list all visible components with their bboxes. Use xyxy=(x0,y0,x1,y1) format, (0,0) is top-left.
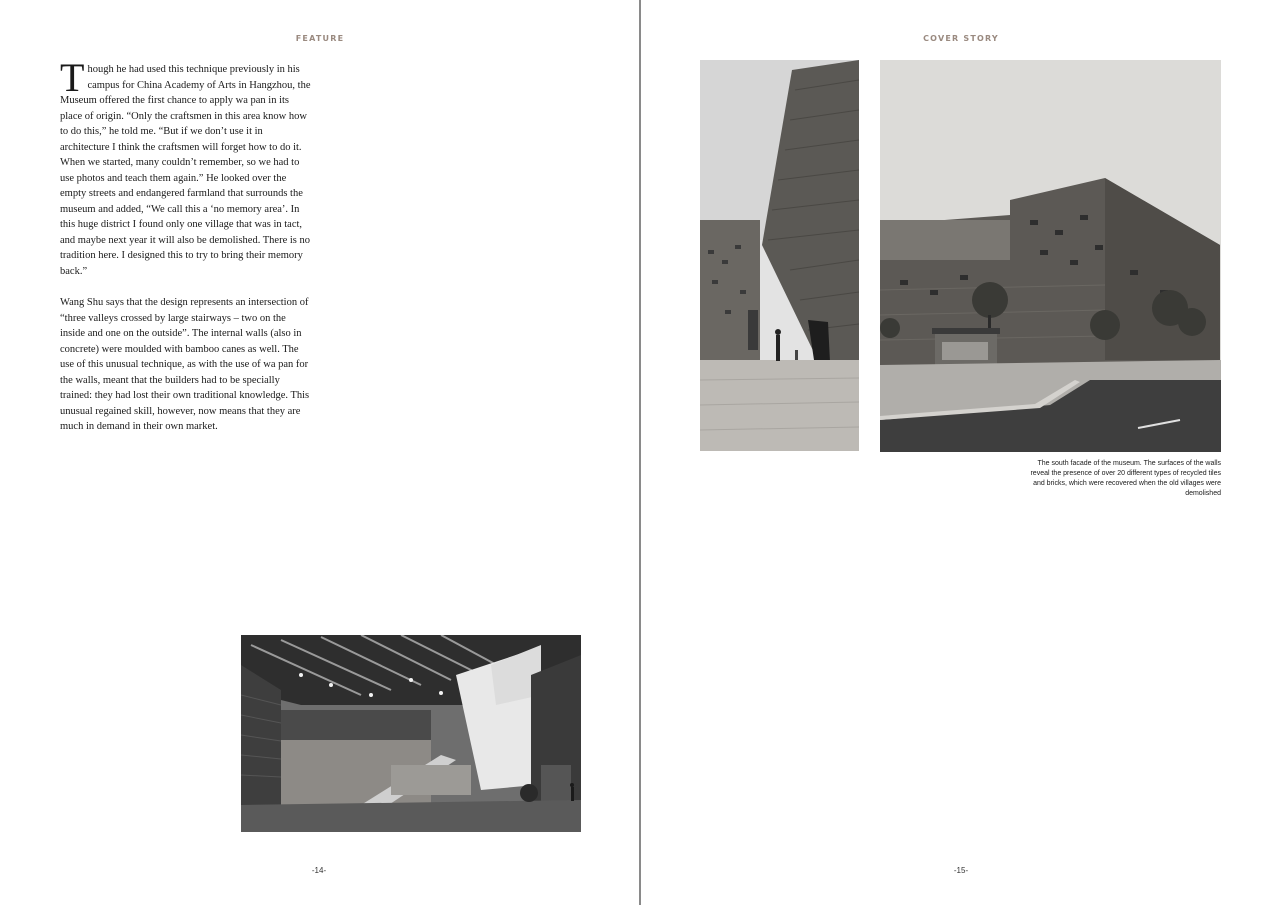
running-head-right: COVER STORY xyxy=(923,34,999,43)
right-page xyxy=(641,0,1280,905)
paragraph-1-text: hough he had used this technique previously in his campus for China Academy of Arts in Hangzhou, the Museum offered the first chance to apply wa pan in its place of origin. “Only the craftsmen in this area know how to do this,” he told me. “But if we don’t use it in architecture I think the craftsmen will forget how to do it. When we started, many couldn’t remember, so we had to use photos and teach them again.” He looked over the empty streets and endangered farmland that surrounds the museum and added, “We call this a ‘no memory area’. In this huge district I found only one village that was in tact, and maybe next year it will also be demolished. There is no tradition here. I designed this to try to bring their memory back.” xyxy=(60,64,311,277)
museum-south-facade-photo xyxy=(880,60,1221,452)
museum-interior-photo xyxy=(241,635,581,832)
page-number-right: -15- xyxy=(953,866,969,875)
drop-cap: T xyxy=(60,55,85,100)
running-head-left: FEATURE xyxy=(295,34,345,43)
page-number-left: -14- xyxy=(311,866,327,875)
paragraph-1 xyxy=(60,55,312,279)
photo-caption: The south facade of the museum. The surfaces of the walls reveal the presence of over 20 different types of recycled tiles and bricks, which were recovered when the old villages were demolished xyxy=(1030,460,1221,497)
article-body xyxy=(60,55,312,451)
museum-facade-tall-photo xyxy=(700,60,859,451)
paragraph-2: Wang Shu says that the design represents an intersection of “three valleys crossed by large stairways – two on the inside and one on the outside”. The internal walls (also in concrete) were moulded with bamboo canes as well. The use of this unusual technique, as with the use of wa pan for the walls, meant that the builders had to be specially trained: they had lost their own traditional knowledge. This unusual regained skill, however, now means that they are much in demand in their own market. xyxy=(60,297,310,432)
